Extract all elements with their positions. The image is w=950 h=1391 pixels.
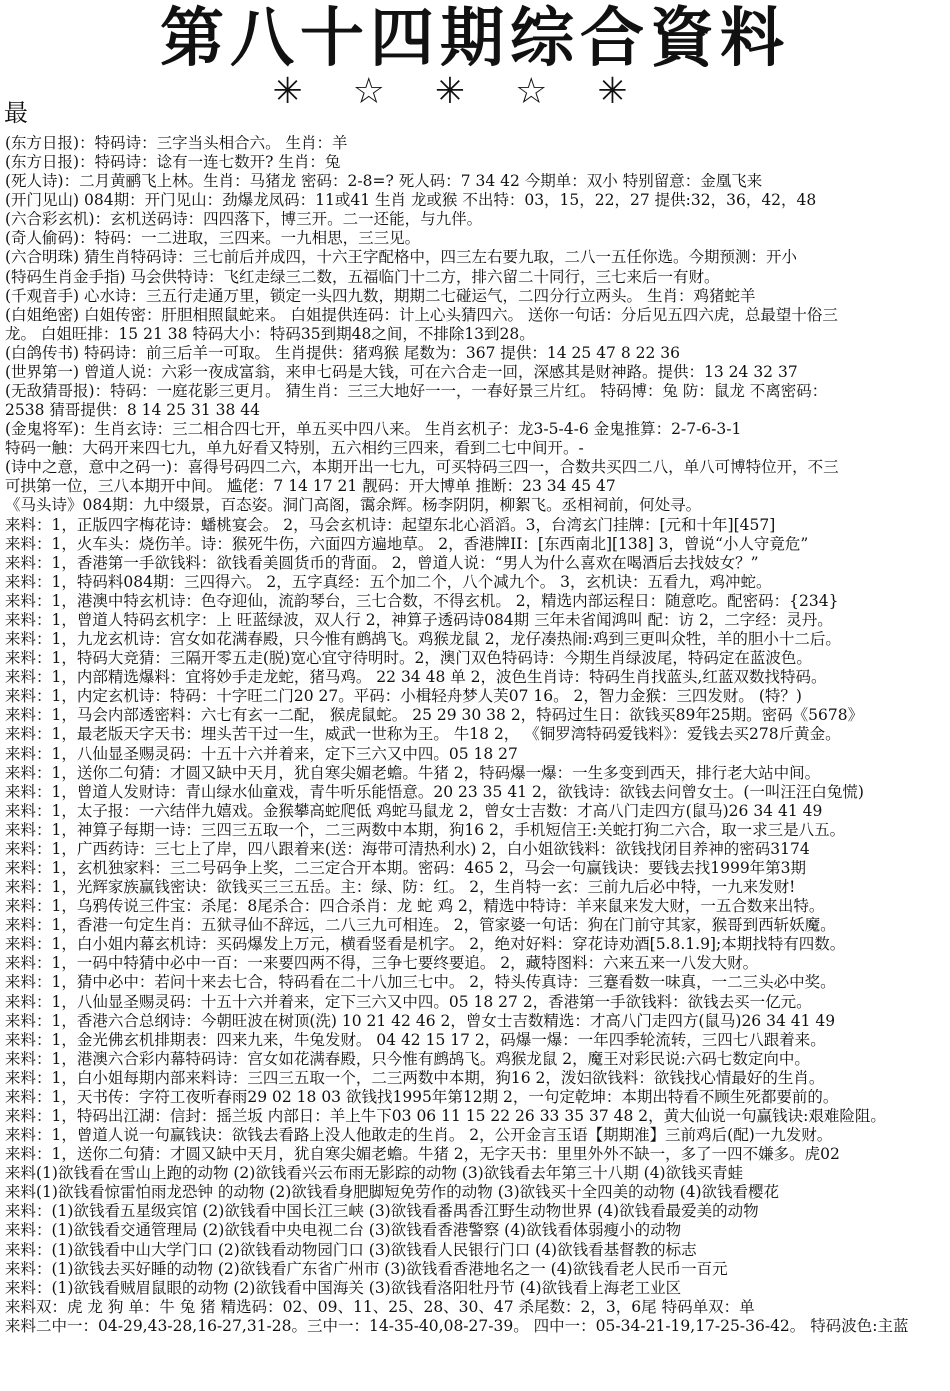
text-line: (无敌猜哥报)：特码：一庭花影三更月。 猜生肖：三三大地好一一，一春好景三片红。 特码博：兔 防：鼠龙 不离密码： [5,382,828,401]
text-line: 特码一触：大码开来四七九，单九好看又特别，五六相约三四来，看到二七中间开。- [5,439,584,458]
text-line: 来料：(1)欲钱去买好睡的动物 (2)欲钱看广东省广州市 (3)欲钱看香港地名之一 (4)欲钱看老人民币一百元 [5,1259,728,1278]
text-line: (奇人偷码)：特码：一二进取，三四来。一九相思，三三见。 [5,229,421,248]
text-line: 来料：1，港澳中特玄机诗：色夺迎仙，流韵琴台，三七合数，不得玄机。 2，精选内部运程日：随意吃。配密码：{234} [5,591,839,610]
text-line: 来料：1，香港六合总纲诗：今朝旺波在树顶(洗) 10 21 42 46 2，曾女士吉数精选：才高八门走四方(鼠马)26 34 41 49 [5,1011,836,1030]
text-line: 来料：1，白小姐内幕玄机诗：买码爆发上万元，横看竖看是机字。 2，绝对好料：穿花诗劝酒[5.8.1.9];本期找特有四数。 [5,935,846,954]
text-line: 来料：1，神算子每期一诗：三四三五取一个，二三两数中本期，狗16 2，手机短信王:关蛇打狗二六合，取一求三是八五。 [5,820,846,839]
text-line: 来料：1，光辉家族赢钱密诀：欲钱买三三五岳。主：绿、防：红。 2，生肖特一玄：三前九后必中特，一九来发财! [5,878,796,897]
text-line: 来料：1，玄机独家料：三二号码争上奖，二三定合开本期。密码：465 2，马会一句赢钱诀：要钱去找1999年第3期 [5,858,807,877]
text-line: 来料双：虎 龙 狗 单：牛 兔 猪 精选码：02、09、11、25、28、30、47 杀尾数：2，3，6尾 特码单双：单 [5,1297,755,1316]
page-title: 第八十四期综合資料 [160,1,790,76]
text-line: 来料：1，广西药诗：三七上了岸，四八跟着来(送：海带可清热利水) 2，白小姐欲钱料：欲钱找闭目养神的密码3174 [5,839,810,858]
text-line: 来料二中一：04-29,43-28,16-27,31-28。三中一：14-35-40,08-27-39。 四中一：05-34-21-19,17-25-36-42。 特码波色:主蓝 [5,1316,909,1335]
text-line: 来料：1，曾道人特码玄机字：上 旺蓝绿波，双人行 2，神算子透码诗084期 三年未省闻鸿叫 配：访 2，二字经：灵丹。 [5,610,833,629]
text-line: 来料：1，火车头：烧伤羊。诗：猴死牛伤，六面四方遍地草。 2，香港牌II：[东西南北][138] 3，曾说“小人守竟危” [5,534,809,553]
text-line: (六合彩玄机)：玄机送码诗：四四落下，博三开。二一还能，与九伴。 [5,210,483,229]
text-line: (六合明珠) 猜生肖特码诗：三七前后并成四，十六王字配格中，四三左右要九取，二八一五任你选。今期预测：开小 [5,248,798,267]
text-line: 来料：1，八仙显圣赐灵码：十五十六并着来，定下三六又中四。05 18 27 2，香港第一手欲钱料：欲钱去买一亿元。 [5,992,812,1011]
text-line: 来料：1，金光佛玄机排期表：四来九来，牛兔发财。 04 42 15 17 2，码爆一爆：一年四季轮流转，三四七八跟着来。 [5,1030,826,1049]
text-line: (金鬼将军)：生肖玄诗：三二相合四七开，单五买中四八来。 生肖玄机子：龙3-5-4-6 金鬼推算：2-7-6-3-1 [5,420,742,439]
text-line: (千观音手) 心水诗：三五行走通万里，锁定一头四九数，期期二七碰运气，二四分行立两头。 生肖：鸡猪蛇羊 [5,286,756,305]
text-line: 来料：1，特码大竞猜：三隔开零五走(脱)宽心宜守待明时。2，澳门双色特码诗：今期生肖绿波尾，特码定在蓝波色。 [5,649,812,668]
text-line: 来料：1，曾道人发财诗：青山绿水仙童戏，青牛听乐能悟意。20 23 35 41 2，欲钱诗：欲钱去问曾女士。(一叫汪汪白兔慌) [5,782,864,801]
text-line: 可拱第一位，三八本期开中间。 尴佬：7 14 17 21 靓码：开大博单 推断：23 34 45 47 [5,477,616,496]
text-line: (白鸽传书) 特码诗：前三后羊一可取。 生肖提供：猪鸡猴 尾数为：367 提供：14 25 47 8 22 36 [5,343,681,362]
text-line: 来料：1，正版四字梅花诗：蟠桃宴会。 2，马会玄机诗：起望东北心滔滔。3，台湾玄门挂牌：[元和十年][457] [5,515,776,534]
text-line: 来料：(1)欲钱看中山大学门口 (2)欲钱看动物园门口 (3)欲钱看人民银行门口 (4)欲钱看基督教的标志 [5,1240,697,1259]
text-line: 来料：1，八仙显圣赐灵码：十五十六并着来，定下三六又中四。05 18 27 [5,744,518,763]
text-line: 来料：1，香港一句定生肖：五狱寻仙不辞远，二八三九可相连。 2，管家婆一句话：狗在门前守其家，猴哥到西斩妖魔。 [5,916,836,935]
subheading: 最 [4,99,28,127]
text-line: (诗中之意，意中之码一)：喜得号码四二六，本期开出一七九，可买特码三四一，合数共买四二八，单八可博特位开，不三 [5,458,839,477]
text-line: 来料：1，九龙玄机诗：宫女如花满春殿，只今惟有鹧鸪飞。鸡猴龙鼠 2，龙仔凑热闹:鸡到三更叫众牲，羊的胆小十二后。 [5,630,841,649]
text-line: 来料：1，内定玄机诗：特码：十字旺二门20 27。平码：小楫轻舟梦人芙07 16。 2，智力金猴：三四发财。 (特？) [5,687,802,706]
text-line: 龙。 白姐旺排：15 21 38 特码大小：特码35到期48之间，不排除13到28。 [5,324,535,343]
text-line: 来料：1，太子报：一六结伴九嬉戏。金猴攀高蛇爬低 鸡蛇马鼠龙 2，曾女士吉数：才高八门走四方(鼠马)26 34 41 49 [5,801,823,820]
text-line: (世界第一) 曾道人说：六彩一夜成富翁，来申七码是大钱，可在六合走一回，深感其是财神路。提供：13 24 32 37 [5,362,798,381]
text-line: 来料：1，马会内部透密料：六七有玄一二配， 猴虎鼠蛇。 25 29 30 38 2，特码过生日：欲钱买89年25期。密码《5678》 [5,706,864,725]
text-line: 2538 猜哥提供：8 14 25 31 38 44 [5,401,260,420]
text-line: 来料：(1)欲钱看五星级宾馆 (2)欲钱看中国长江三峡 (3)欲钱看番禺香江野生动物世界 (4)欲钱看最爱美的动物 [5,1202,759,1221]
text-line: (特码生肖金手指) 马会供特诗：飞红走绿三二数，五福临门十二方，排六留二十同行，三七来后一有财。 [5,267,720,286]
text-line: 来料(1)欲钱看惊雷怕雨龙恐钟 的动物 (2)欲钱看身肥脚短免劳作的动物 (3)欲钱买十全四美的动物 (4)欲钱看樱花 [5,1183,780,1202]
text-line: (东方日报)：特码诗：三字当头相合六。 生肖：羊 [5,134,348,152]
text-line: 来料：1，白小姐每期内部来料诗：三四三五取一个，二三两数中本期，狗16 2，泼妇欲钱料：欲钱找心情最好的生肖。 [5,1068,825,1087]
text-line: 来料：1，曾道人说一句赢钱诀：欲钱去看路上没人他敢走的生肖。 2，公开金言玉语【期期准】三前鸡后(配)一九发财。 [5,1126,833,1145]
text-line: (开门见山) 084期：开门见山：劲爆龙凤码：11或41 生肖 龙或猴 不出特：03，15，22，27 提供:32，36，42，48 [5,191,817,210]
text-line: 来料：(1)欲钱看交通管理局 (2)欲钱看中央电视二台 (3)欲钱看香港警察 (4)欲钱看体弱瘦小的动物 [5,1221,682,1240]
star-divider: ✳☆✳☆✳ [272,71,678,112]
text-line: 来料：1，香港第一手欲钱料：欲钱看美圆货币的背面。 2，曾道人说：“男人为什么喜欢在喝酒后去找妓女？” [5,553,759,572]
text-body [5,134,945,1336]
text-line: 来料：1，特码料084期：三四得六。 2，五字真经：五个加二个，八个减九个。 3，玄机诀：五看九，鸡冲蛇。 [5,572,772,591]
text-line: 来料：1，一码中特猜中必中一百：一来要四两不得，三争七要终要追。 2，藏特图料：六来五来一八发大财。 [5,954,759,973]
text-line: 来料：(1)欲钱看贼眉鼠眼的动物 (2)欲钱看中国海关 (3)欲钱看洛阳牡丹节 (4)欲钱看上海老工业区 [5,1278,682,1297]
text-line: 来料：1，猜中必中：若问十来去七合，特码看在二十八加三七中。 2，特头传真诗：三蹇看数一味真，一二三头必中奖。 [5,973,836,992]
text-line: 来料：1，送你二句猜：才圆又缺中天月，犹自寒尖媚老蟾。牛猪 2，无字天书：里里外外不缺一，多了一四不嫌多。虎02 [5,1145,840,1164]
text-line: (东方日报)：特码诗：谂有一连七数开? 生肖：兔 [5,153,341,172]
text-line: 来料：1，天书传：字符工夜听春雨29 02 18 03 欲钱找1995年第12期 2，一句定乾坤：本期出特看不顾生死都要前的。 [5,1087,839,1106]
text-line: 来料：1，送你二句猜：才圆又缺中天月，犹自寒尖媚老蟾。牛猪 2，特码爆一爆：一生多变到西天，排行老大站中间。 [5,763,821,782]
text-line: (白姐绝密) 白姐传密：肝胆相照鼠蛇来。 白姐提供连码：计上心头猜四六。 送你一句话：分后见五四六虎，总最望十俗三 [5,305,838,324]
text-line: 来料：1，港澳六合彩内幕特码诗：宫女如花满春殿，只今惟有鹧鸪飞。鸡猴龙鼠 2，魔王对彩民说:六码七数定向中。 [5,1049,810,1068]
text-line: 来料：1，内部精选爆料：宜将妙手走龙蛇，猪马鸡。 22 34 48 单 2，波色生肖诗：特码生肖找蓝头,红蓝双数找特码。 [5,668,827,687]
text-line: 来料：1，乌鸦传说三件宝：杀尾：8尾杀合：四合杀肖：龙 蛇 鸡 2，精选中特诗：羊来鼠来发大财，一五合数来出特。 [5,897,825,916]
text-line: 来料(1)欲钱看在雪山上跑的动物 (2)欲钱看兴云布雨无影踪的动物 (3)欲钱看去年第三十八期 (4)欲钱买青蛙 [5,1164,744,1183]
text-line: (死人诗)：二月黄鹂飞上林。生肖：马猪龙 密码：2-8=? 死人码：7 34 42 今期单：双小 特别留意：金凰飞来 [5,172,763,191]
text-line: 《马头诗》084期：九中缀景，百态姿。洞门高阁，霭余辉。杨李阴阴，柳絮飞。丞相祠前，何处寻。 [5,496,702,515]
text-line: 来料：1，特码出江湖：信封：摇兰坂 内部日：羊上牛下03 06 11 15 22 26 33 35 37 48 2，黄大仙说一句赢钱诀:艰难险阻。 [5,1106,886,1125]
text-line: 来料：1，最老版天字天书：埋头苦干过一生，威武一世称为王。 牛18 2， 《铜罗湾特码爱钱料》：爱钱去买278斤黄金。 [5,725,841,744]
